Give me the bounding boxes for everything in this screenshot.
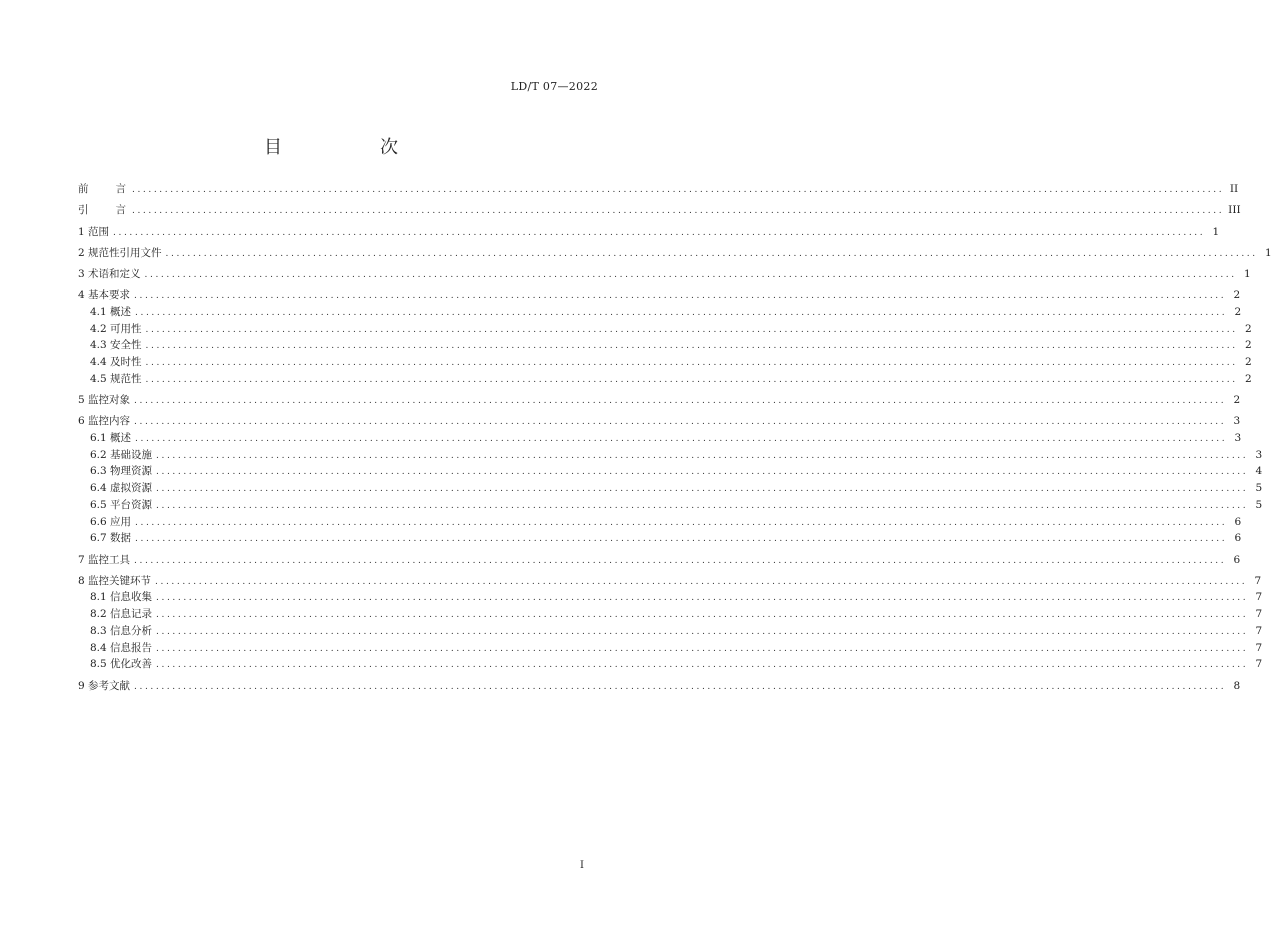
toc-dot-leader: ........................................................................................................................................................................................................: [145, 374, 1238, 385]
toc-dot-leader: ........................................................................................................................................................................................................: [134, 555, 1227, 566]
toc-entry[interactable]: [78, 371, 1252, 388]
toc-dot-leader: ........................................................................................................................................................................................................: [135, 434, 1228, 445]
toc-entry-label: 6.7 数据: [90, 532, 132, 545]
page-title: 目 次: [264, 137, 438, 158]
toc-dot-leader: ........................................................................................................................................................................................................: [165, 248, 1258, 259]
toc-entry-label: 8.4 信息报告: [90, 641, 153, 654]
toc-dot-leader: ........................................................................................................................................................................................................: [156, 610, 1249, 621]
toc-entry-page-number: 7: [1255, 658, 1263, 671]
toc-dot-leader: ........................................................................................................................................................................................................: [113, 227, 1206, 238]
toc-entry[interactable]: [78, 304, 1242, 321]
toc-entry-page-number: 6: [1233, 553, 1241, 566]
toc-entry[interactable]: [78, 573, 1262, 590]
toc-dot-leader: ........................................................................................................................................................................................................: [156, 467, 1249, 478]
toc-entry[interactable]: [78, 552, 1241, 569]
toc-dot-leader: ........................................................................................................................................................................................................: [145, 324, 1238, 335]
toc-entry[interactable]: [78, 463, 1263, 480]
toc-dot-leader: ........................................................................................................................................................................................................: [135, 308, 1228, 319]
toc-entry[interactable]: [78, 287, 1241, 304]
toc-entry-label: 6.4 虚拟资源: [90, 482, 153, 495]
toc-dot-leader: ........................................................................................................................................................................................................: [156, 484, 1249, 495]
toc-entry-page-number: 7: [1254, 574, 1262, 587]
toc-entry-label: 4.2 可用性: [90, 322, 142, 335]
toc-entry-page-number: 4: [1255, 465, 1263, 478]
toc-dot-leader: ........................................................................................................................................................................................................: [134, 291, 1227, 302]
toc-entry[interactable]: [78, 497, 1263, 514]
toc-entry-page-number: 8: [1233, 679, 1241, 692]
toc-entry-label: 2 规范性引用文件: [78, 246, 162, 259]
toc-entry-label: 前 言: [78, 183, 128, 195]
toc-entry-page-number: 7: [1255, 608, 1263, 621]
toc-dot-leader: ........................................................................................................................................................................................................: [145, 358, 1238, 369]
toc-entry-label: 3 术语和定义: [78, 268, 141, 281]
toc-entry-page-number: 5: [1255, 498, 1263, 511]
toc-entry[interactable]: [78, 430, 1242, 447]
toc-entry-page-number: 7: [1255, 624, 1263, 637]
document-code: LD/T 07—2022: [510, 80, 598, 93]
toc-entry-page-number: 7: [1255, 641, 1263, 654]
toc-entry[interactable]: [78, 202, 1241, 219]
toc-entry[interactable]: [78, 480, 1263, 497]
toc-entry-label: 4.5 规范性: [90, 372, 142, 385]
toc-entry-label: 6.6 应用: [90, 515, 132, 528]
toc-entry-page-number: 6: [1234, 532, 1242, 545]
toc-entry-page-number: 2: [1234, 306, 1242, 319]
toc-entry-label: 6.3 物理资源: [90, 465, 153, 478]
toc-entry-page-number: 2: [1245, 356, 1252, 369]
toc-dot-leader: ........................................................................................................................................................................................................: [156, 450, 1249, 461]
toc-entry-page-number: 7: [1255, 591, 1263, 604]
toc-entry-page-number: 2: [1245, 339, 1252, 352]
toc-entry-label: 8.2 信息记录: [90, 608, 153, 621]
table-of-contents: [78, 181, 1272, 694]
toc-dot-leader: ........................................................................................................................................................................................................: [155, 576, 1248, 587]
toc-entry-label: 8 监控关键环节: [78, 574, 152, 587]
toc-dot-leader: ........................................................................................................................................................................................................: [145, 341, 1238, 352]
toc-entry-label: 4.3 安全性: [90, 339, 142, 352]
toc-dot-leader: ........................................................................................................................................................................................................: [135, 534, 1228, 545]
toc-dot-leader: ........................................................................................................................................................................................................: [134, 396, 1227, 407]
toc-entry-page-number: 2: [1233, 394, 1241, 407]
toc-entry[interactable]: [78, 589, 1263, 606]
toc-entry-label: 5 监控对象: [78, 394, 131, 407]
toc-dot-leader: ........................................................................................................................................................................................................: [156, 593, 1249, 604]
toc-dot-leader: ........................................................................................................................................................................................................: [144, 270, 1237, 281]
toc-dot-leader: ........................................................................................................................................................................................................: [132, 206, 1225, 217]
toc-entry-page-number: II: [1229, 183, 1239, 195]
toc-entry[interactable]: [78, 530, 1242, 547]
toc-entry-label: 8.5 优化改善: [90, 658, 153, 671]
toc-entry-page-number: 1: [1244, 268, 1251, 281]
toc-entry-page-number: III: [1228, 204, 1241, 217]
toc-dot-leader: ........................................................................................................................................................................................................: [135, 517, 1228, 528]
toc-dot-leader: ........................................................................................................................................................................................................: [156, 660, 1249, 671]
toc-entry-page-number: 3: [1255, 448, 1263, 461]
toc-entry[interactable]: [78, 354, 1252, 371]
toc-entry[interactable]: [78, 623, 1263, 640]
toc-entry-page-number: 2: [1233, 289, 1241, 302]
toc-entry-page-number: 2: [1245, 322, 1252, 335]
toc-entry-page-number: 5: [1255, 482, 1263, 495]
toc-entry-page-number: 6: [1234, 515, 1242, 528]
toc-dot-leader: ........................................................................................................................................................................................................: [156, 626, 1249, 637]
toc-entry-label: 6.1 概述: [90, 432, 132, 445]
footer-page-number: I: [580, 860, 584, 871]
toc-entry-page-number: 3: [1233, 415, 1241, 428]
toc-entry-label: 7 监控工具: [78, 553, 131, 566]
toc-entry-label: 4 基本要求: [78, 289, 131, 302]
toc-entry[interactable]: [78, 447, 1263, 464]
toc-entry[interactable]: [78, 181, 1239, 198]
toc-entry[interactable]: [78, 224, 1220, 241]
toc-entry-page-number: 1: [1212, 225, 1220, 238]
toc-entry[interactable]: [78, 606, 1263, 623]
toc-entry-label: 1 范围: [78, 225, 110, 238]
toc-entry[interactable]: [78, 392, 1241, 409]
toc-dot-leader: ........................................................................................................................................................................................................: [156, 500, 1249, 511]
toc-entry[interactable]: [78, 656, 1263, 673]
toc-entry[interactable]: [78, 678, 1241, 695]
toc-entry-page-number: 1: [1265, 246, 1272, 259]
toc-entry[interactable]: [78, 514, 1242, 531]
toc-entry-label: 4.4 及时性: [90, 356, 142, 369]
toc-entry-page-number: 3: [1234, 432, 1242, 445]
toc-dot-leader: ........................................................................................................................................................................................................: [134, 417, 1227, 428]
toc-entry[interactable]: [78, 640, 1263, 657]
toc-entry[interactable]: [78, 245, 1272, 262]
toc-entry-label: 6.2 基础设施: [90, 448, 153, 461]
toc-entry-label: 8.1 信息收集: [90, 591, 153, 604]
toc-dot-leader: ........................................................................................................................................................................................................: [132, 185, 1225, 195]
toc-entry-label: 6 监控内容: [78, 415, 131, 428]
toc-entry-label: 9 参考文献: [78, 679, 131, 692]
toc-entry[interactable]: [78, 321, 1252, 338]
toc-entry-label: 6.5 平台资源: [90, 498, 153, 511]
toc-entry-label: 8.3 信息分析: [90, 624, 153, 637]
toc-dot-leader: ........................................................................................................................................................................................................: [156, 643, 1249, 654]
toc-entry[interactable]: [78, 413, 1241, 430]
toc-entry-label: 4.1 概述: [90, 306, 132, 319]
toc-entry-label: 引 言: [78, 204, 128, 217]
toc-entry[interactable]: [78, 266, 1251, 283]
toc-entry[interactable]: [78, 337, 1252, 354]
toc-dot-leader: ........................................................................................................................................................................................................: [134, 681, 1227, 692]
toc-entry-page-number: 2: [1245, 372, 1252, 385]
